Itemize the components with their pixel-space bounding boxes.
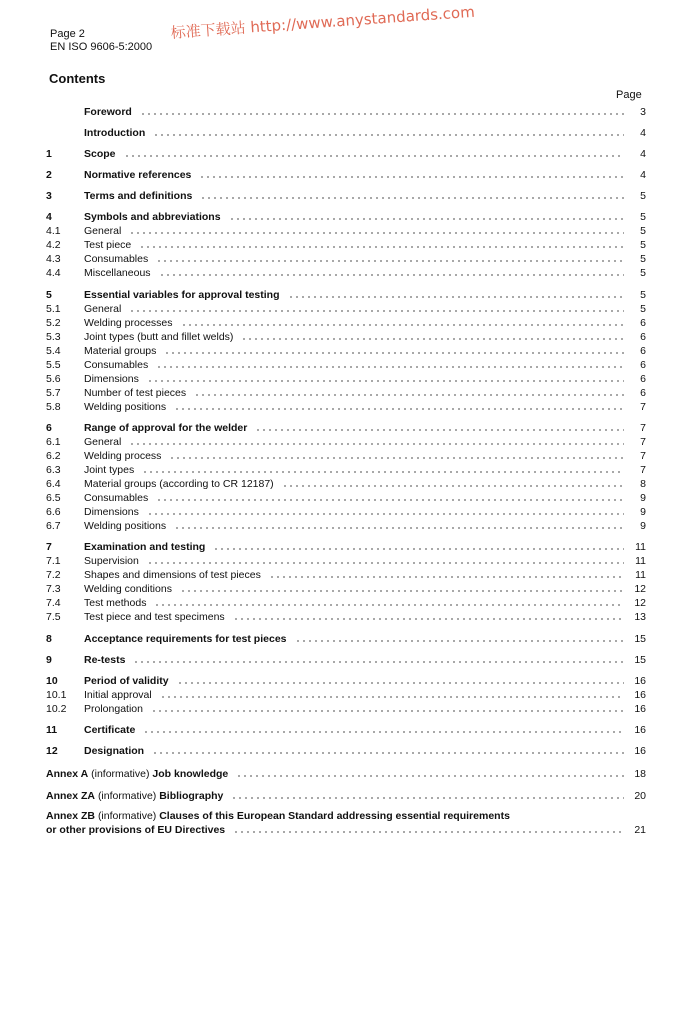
toc-entry-page: 4 [640, 169, 646, 181]
toc-entry-title: General [84, 303, 122, 315]
toc-entry-title: Material groups [84, 345, 157, 357]
standard-id: EN ISO 9606-5:2000 [50, 41, 153, 53]
dot-leader [129, 232, 624, 234]
annex-prefix: Annex ZB [46, 810, 96, 822]
toc-entry[interactable] [46, 315, 646, 329]
annex-title: Clauses of this European Standard addressing essential requirements [159, 810, 510, 822]
toc-entry-page: 15 [634, 654, 646, 666]
toc-entry-number: 5.8 [46, 401, 61, 413]
toc-entry[interactable] [46, 301, 646, 315]
toc-annex-entry[interactable] [46, 788, 646, 802]
toc-entry-page: 11 [635, 569, 646, 581]
toc-entry-page: 16 [634, 675, 646, 687]
toc-entry-page: 20 [634, 790, 646, 802]
toc-entry-title: Test piece and test specimens [84, 611, 225, 623]
dot-leader [164, 352, 624, 354]
page-number-label: Page 2 [50, 28, 85, 40]
toc-entry-title: Consumables [84, 492, 149, 504]
dot-leader [295, 640, 625, 642]
toc-entry[interactable] [46, 104, 646, 118]
toc-entry[interactable] [46, 462, 646, 476]
dot-leader [255, 429, 624, 431]
toc-entry-page: 7 [640, 450, 646, 462]
dot-leader [129, 443, 624, 445]
toc-entry-title: Acceptance requirements for test pieces [84, 633, 287, 645]
toc-entry-page: 6 [640, 317, 646, 329]
toc-entry-number: 6 [46, 422, 52, 434]
toc-entry-title: Dimensions [84, 373, 139, 385]
dot-leader [160, 696, 624, 698]
toc-entry-page: 6 [640, 373, 646, 385]
toc-entry-title: Welding conditions [84, 583, 172, 595]
toc-entry-page: 9 [640, 520, 646, 532]
dot-leader [177, 682, 624, 684]
dot-leader [241, 338, 624, 340]
toc-entry[interactable] [46, 343, 646, 357]
toc-entry-page: 5 [640, 211, 646, 223]
toc-entry-number: 4.3 [46, 253, 61, 265]
toc-entry-title: Initial approval [84, 689, 152, 701]
dot-leader [156, 499, 624, 501]
toc-entry-number: 5.5 [46, 359, 61, 371]
dot-leader [133, 661, 624, 663]
toc-entry-title: Consumables [84, 359, 149, 371]
toc-entry[interactable] [46, 652, 646, 666]
watermark-text: 标准下载站 http://www.anystandards.com [170, 2, 476, 42]
toc-entry-number: 6.4 [46, 478, 61, 490]
dot-leader [229, 218, 624, 220]
toc-entry-number: 7.3 [46, 583, 61, 595]
toc-entry[interactable] [46, 609, 646, 623]
toc-entry-page: 3 [640, 106, 646, 118]
toc-entry-page: 15 [634, 633, 646, 645]
toc-entry[interactable] [46, 701, 646, 715]
toc-entry-title: Introduction [84, 127, 146, 139]
page-header [50, 28, 152, 54]
dot-leader [147, 513, 624, 515]
toc-entry-page: 16 [634, 745, 646, 757]
toc-entry-page: 21 [634, 824, 646, 836]
dot-leader [282, 485, 624, 487]
dot-leader [152, 752, 624, 754]
toc-entry-page: 9 [640, 492, 646, 504]
toc-entry-page: 6 [640, 345, 646, 357]
toc-entry-number: 3 [46, 190, 52, 202]
toc-entry-page: 5 [640, 225, 646, 237]
dot-leader [169, 457, 624, 459]
toc-entry-page: 5 [640, 303, 646, 315]
toc-entry-title: Range of approval for the welder [84, 422, 248, 434]
dot-leader [233, 831, 624, 833]
toc-entry[interactable] [46, 539, 646, 553]
dot-leader [213, 548, 624, 550]
dot-leader [143, 731, 624, 733]
dot-leader [194, 394, 624, 396]
dot-leader [154, 604, 624, 606]
dot-leader [147, 562, 624, 564]
toc-entry-number: 6.7 [46, 520, 61, 532]
toc-entry[interactable] [46, 631, 646, 645]
toc-entry[interactable] [46, 371, 646, 385]
toc-entry-title: Period of validity [84, 675, 169, 687]
toc-entry-number: 11 [46, 724, 58, 736]
toc-entry-title: General [84, 436, 122, 448]
toc-entry-number: 4.4 [46, 267, 61, 279]
toc-entry-number: 10.2 [46, 703, 67, 715]
toc-entry-title: Material groups (according to CR 12187) [84, 478, 274, 490]
annex-kind: (informative) [97, 790, 157, 802]
toc-entry-title: Test piece [84, 239, 132, 251]
toc-entry[interactable] [46, 329, 646, 343]
toc-annex-title [46, 768, 228, 780]
toc-annex-entry[interactable] [46, 766, 646, 780]
toc-entry[interactable] [46, 448, 646, 462]
toc-entry[interactable] [46, 567, 646, 581]
dot-leader [231, 797, 624, 799]
toc-entry-number: 6.1 [46, 436, 61, 448]
toc-entry[interactable] [46, 265, 646, 279]
dot-leader [181, 324, 624, 326]
toc-entry-page: 7 [640, 464, 646, 476]
toc-entry[interactable] [46, 595, 646, 609]
toc-entry-number: 5.4 [46, 345, 61, 357]
toc-entry-title: Miscellaneous [84, 267, 151, 279]
toc-entry-title: Joint types [84, 464, 135, 476]
toc-entry[interactable] [46, 581, 646, 595]
toc-entry-title: Certificate [84, 724, 136, 736]
toc-entry-title: Foreword [84, 106, 132, 118]
toc-entry-page: 7 [640, 401, 646, 413]
toc-entry-number: 4.1 [46, 225, 61, 237]
dot-leader [147, 380, 624, 382]
annex-kind: (informative) [91, 768, 150, 780]
toc-entry[interactable] [46, 476, 646, 490]
toc-entry[interactable] [46, 687, 646, 701]
toc-entry[interactable] [46, 434, 646, 448]
toc-entry-page: 7 [640, 422, 646, 434]
toc-entry-title: Prolongation [84, 703, 143, 715]
toc-entry-title: Normative references [84, 169, 192, 181]
dot-leader [153, 134, 624, 136]
toc-entry-number: 7 [46, 541, 52, 553]
toc-entry-title: Supervision [84, 555, 139, 567]
dot-leader [142, 471, 624, 473]
toc-entry-title: Consumables [84, 253, 149, 265]
toc-entry-number: 5.6 [46, 373, 61, 385]
toc-entry-number: 9 [46, 654, 52, 666]
toc-entry-page: 12 [634, 583, 646, 595]
toc-entry-page: 4 [640, 148, 646, 160]
toc-entry[interactable] [46, 287, 646, 301]
toc-entry-page: 16 [634, 703, 646, 715]
toc-entry-page: 16 [634, 724, 646, 736]
toc-entry-page: 13 [634, 611, 646, 623]
toc-entry[interactable] [46, 504, 646, 518]
toc-entry-title: Examination and testing [84, 541, 206, 553]
toc-entry-number: 5 [46, 289, 52, 301]
toc-entry-title: Shapes and dimensions of test pieces [84, 569, 261, 581]
toc-entry-number: 10.1 [46, 689, 67, 701]
dot-leader [139, 246, 624, 248]
toc-entry-title: Welding positions [84, 520, 167, 532]
toc-entry-number: 7.2 [46, 569, 61, 581]
toc-entry[interactable] [46, 673, 646, 687]
toc-entry-number: 6.3 [46, 464, 61, 476]
annex-kind: (informative) [97, 810, 157, 822]
annex-title-continued: or other provisions of EU Directives [46, 824, 226, 836]
toc-entry-number: 4.2 [46, 239, 61, 251]
toc-entry-title: Re-tests [84, 654, 126, 666]
toc-entry[interactable] [46, 125, 646, 139]
toc-entry-number: 4 [46, 211, 52, 223]
annex-prefix: Annex ZA [46, 790, 96, 802]
toc-entry-title: Joint types (butt and fillet welds) [84, 331, 234, 343]
toc-entry[interactable] [46, 237, 646, 251]
toc-entry-page: 12 [634, 597, 646, 609]
page-column-label: Page [616, 89, 642, 101]
toc-entry-page: 6 [640, 387, 646, 399]
annex-title: Job knowledge [152, 768, 229, 780]
toc-entry-page: 5 [640, 289, 646, 301]
dot-leader [288, 296, 625, 298]
toc-entry-page: 18 [634, 768, 646, 780]
toc-entry[interactable] [46, 518, 646, 532]
toc-entry[interactable] [46, 209, 646, 223]
toc-entry-page: 11 [635, 555, 646, 567]
toc-entry-number: 6.6 [46, 506, 61, 518]
contents-heading: Contents [49, 71, 106, 86]
toc-entry[interactable] [46, 188, 646, 202]
dot-leader [174, 408, 624, 410]
toc-annex-title [46, 790, 223, 802]
toc-entry-number: 7.4 [46, 597, 61, 609]
dot-leader [156, 366, 624, 368]
toc-entry-page: 11 [635, 541, 646, 553]
toc-entry-number: 5.1 [46, 303, 61, 315]
dot-leader [200, 197, 624, 199]
toc-entry-number: 10 [46, 675, 58, 687]
toc-entry-number: 12 [46, 745, 58, 757]
toc-entry-title: Designation [84, 745, 145, 757]
toc-entry-title: Welding positions [84, 401, 167, 413]
toc-entry-number: 6.5 [46, 492, 61, 504]
dot-leader [124, 155, 624, 157]
toc-entry[interactable] [46, 385, 646, 399]
toc-entry-number: 1 [46, 148, 52, 160]
toc-entry[interactable] [46, 553, 646, 567]
toc-entry-title: Dimensions [84, 506, 139, 518]
toc-entry-title: Essential variables for approval testing [84, 289, 280, 301]
toc-entry-title: General [84, 225, 122, 237]
dot-leader [159, 274, 624, 276]
dot-leader [156, 260, 624, 262]
toc-entry-number: 2 [46, 169, 52, 181]
toc-entry-title: Scope [84, 148, 116, 160]
toc-entry[interactable] [46, 167, 646, 181]
toc-entry-page: 8 [640, 478, 646, 490]
toc-entry-page: 6 [640, 331, 646, 343]
toc-annex-zb-line2[interactable] [46, 822, 646, 836]
toc-entry[interactable] [46, 399, 646, 413]
toc-entry-title: Symbols and abbreviations [84, 211, 221, 223]
toc-entry-title: Welding process [84, 450, 162, 462]
toc-entry-page: 9 [640, 506, 646, 518]
annex-prefix: Annex A [46, 768, 89, 780]
toc-entry[interactable] [46, 146, 646, 160]
toc-entry[interactable] [46, 420, 646, 434]
toc-entry-number: 7.1 [46, 555, 61, 567]
toc-entry-page: 5 [640, 239, 646, 251]
toc-entry-title: Number of test pieces [84, 387, 187, 399]
dot-leader [140, 113, 624, 115]
dot-leader [233, 618, 624, 620]
toc-entry-number: 8 [46, 633, 52, 645]
toc-entry-number: 5.2 [46, 317, 61, 329]
annex-title: Bibliography [159, 790, 224, 802]
dot-leader [151, 710, 624, 712]
dot-leader [199, 176, 624, 178]
toc-entry[interactable] [46, 357, 646, 371]
toc-entry-number: 5.7 [46, 387, 61, 399]
toc-entry-number: 5.3 [46, 331, 61, 343]
toc-entry-number: 6.2 [46, 450, 61, 462]
toc-entry-title: Welding processes [84, 317, 173, 329]
toc-entry[interactable] [46, 251, 646, 265]
toc-entry-page: 7 [640, 436, 646, 448]
toc-entry[interactable] [46, 490, 646, 504]
toc-entry-page: 16 [634, 689, 646, 701]
dot-leader [174, 527, 624, 529]
dot-leader [269, 576, 624, 578]
toc-entry-page: 5 [640, 267, 646, 279]
dot-leader [236, 775, 624, 777]
dot-leader [129, 310, 624, 312]
toc-entry-number: 7.5 [46, 611, 61, 623]
toc-entry-title: Terms and definitions [84, 190, 193, 202]
toc-entry[interactable] [46, 223, 646, 237]
toc-entry-title: Test methods [84, 597, 147, 609]
dot-leader [180, 590, 624, 592]
toc-entry[interactable] [46, 743, 646, 757]
toc-entry-page: 5 [640, 190, 646, 202]
toc-entry-page: 6 [640, 359, 646, 371]
toc-entry[interactable] [46, 722, 646, 736]
toc-entry-page: 4 [640, 127, 646, 139]
toc-entry-page: 5 [640, 253, 646, 265]
